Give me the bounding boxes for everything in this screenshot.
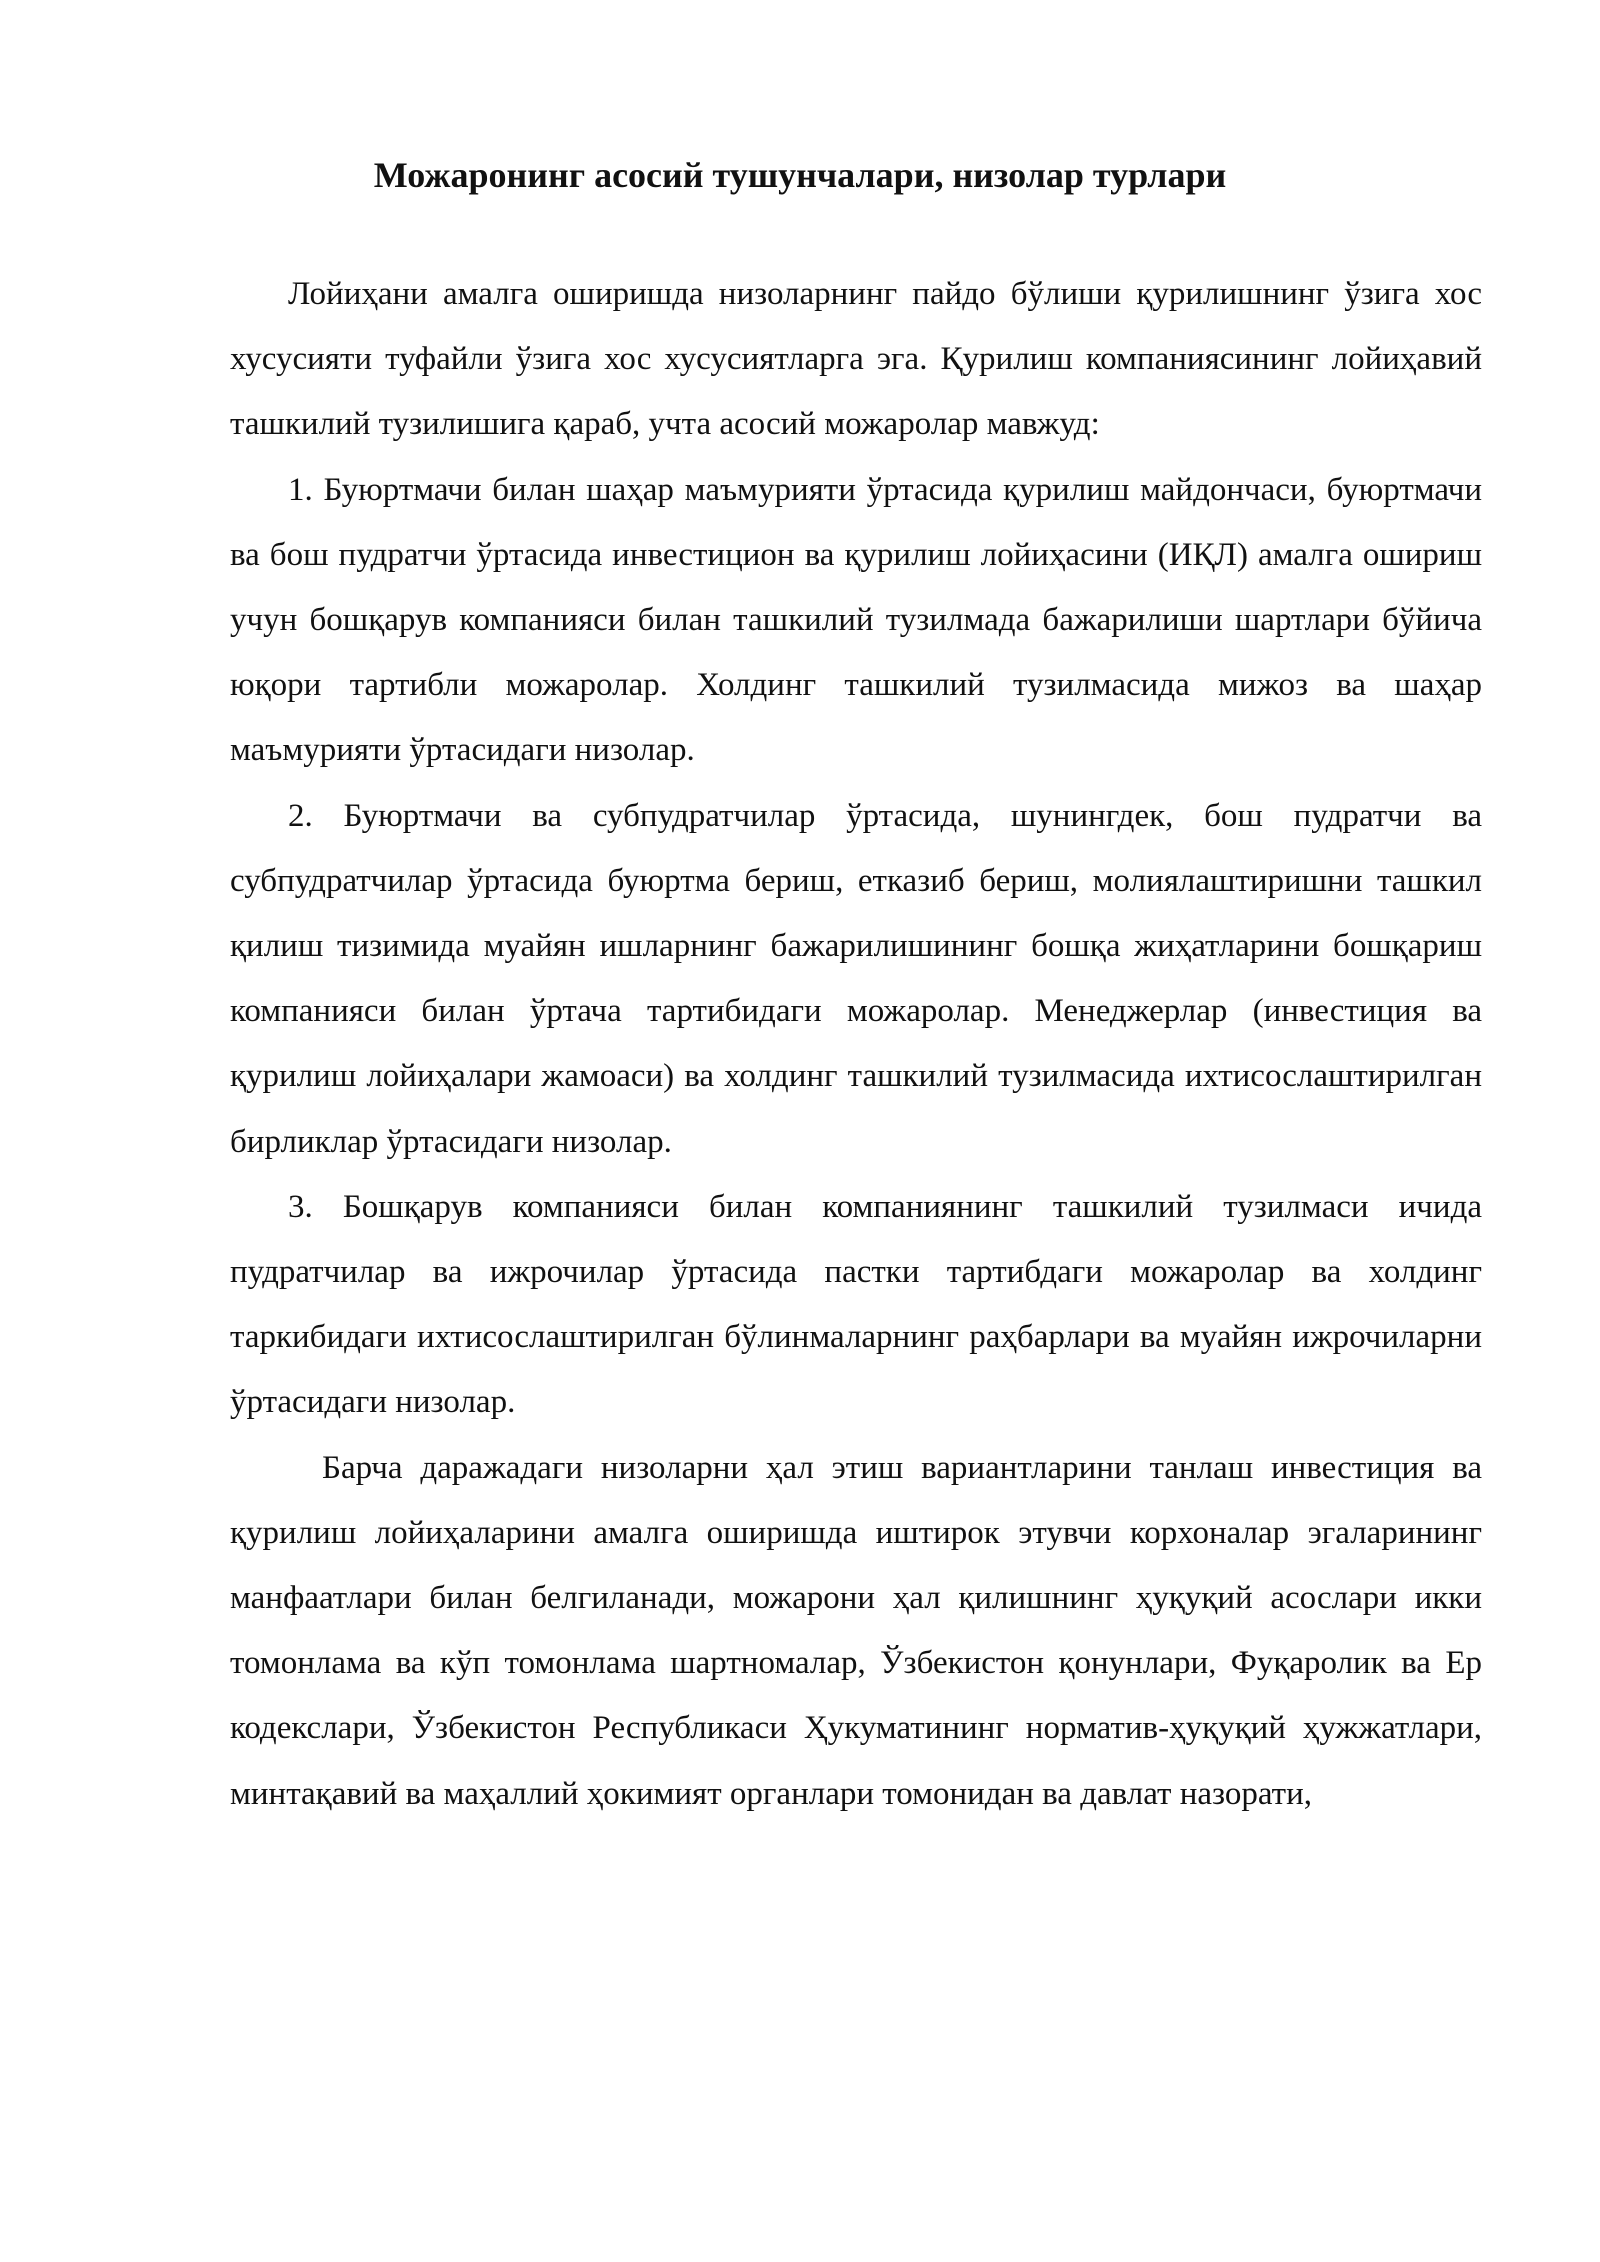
list-item-2 [230,784,1482,1175]
list-item-3-text: 3. Бошқарув компанияси билан компаниянинг ташкилий тузилмаси ичида пудратчилар ва ижрочилар ўртасида пастки тартибдаги можаролар ва холдинг таркибидаги ихтисослаштирилган бўлинмаларнинг раҳбарлари ва муайян ижрочиларни ўртасидаги низолар. [230,1188,1482,1421]
document-title: Можаронинг асосий тушунчалари, низолар турлари [373,155,1227,195]
list-item-3 [230,1175,1482,1436]
paragraph-resolution-text: Барча даражадаги низоларни ҳал этиш вариантларини танлаш инвестиция ва қурилиш лойиҳаларини амалга оширишда иштирок этувчи корхоналар эгаларининг манфаатлари билан белгиланади, можарони ҳал қилишнинг ҳуқуқий асослари икки томонлама ва кўп томонлама шартномалар, Ўзбекистон қонунлари, Фуқаролик ва Ер кодекслари, Ўзбекистон Республикаси Ҳукуматининг норматив-ҳуқуқий ҳужжатлари, минтақавий ва маҳаллий ҳокимият органлари томонидан ва давлат назорати, [230,1449,1482,1812]
document-body [230,262,1482,1827]
list-item-2-text: 2. Буюртмачи ва субпудратчилар ўртасида, шунингдек, бош пудратчи ва субпудратчилар ўртасида буюртма бериш, етказиб бериш, молиялаштиришни ташкил қилиш тизимида муайян ишларнинг бажарилишининг бошқа жиҳатларини бошқариш компанияси билан ўртача тартибидаги можаролар. Менеджерлар (инвестиция ва қурилиш лойиҳалари жамоаси) ва холдинг ташкилий тузилмасида ихтисослаштирилган бирликлар ўртасидаги низолар. [230,797,1482,1160]
paragraph-intro [230,262,1482,458]
list-item-1 [230,458,1482,784]
list-item-1-text: 1. Буюртмачи билан шаҳар маъмурияти ўртасида қурилиш майдончаси, буюртмачи ва бош пудратчи ўртасида инвестицион ва қурилиш лойиҳасини (ИҚЛ) амалга ошириш учун бошқарув компанияси билан ташкилий тузилмада бажарилиши шартлари бўйича юқори тартибли можаролар. Холдинг ташкилий тузилмасида мижоз ва шаҳар маъмурияти ўртасидаги низолар. [230,471,1482,769]
paragraph-resolution [230,1436,1482,1827]
paragraph-intro-text: Лойиҳани амалга оширишда низоларнинг пайдо бўлиши қурилишнинг ўзига хос хусусияти туфайли ўзига хос хусусиятларга эга. Қурилиш компаниясининг лойиҳавий ташкилий тузилишига қараб, учта асосий можаролар мавжуд: [230,276,1482,443]
